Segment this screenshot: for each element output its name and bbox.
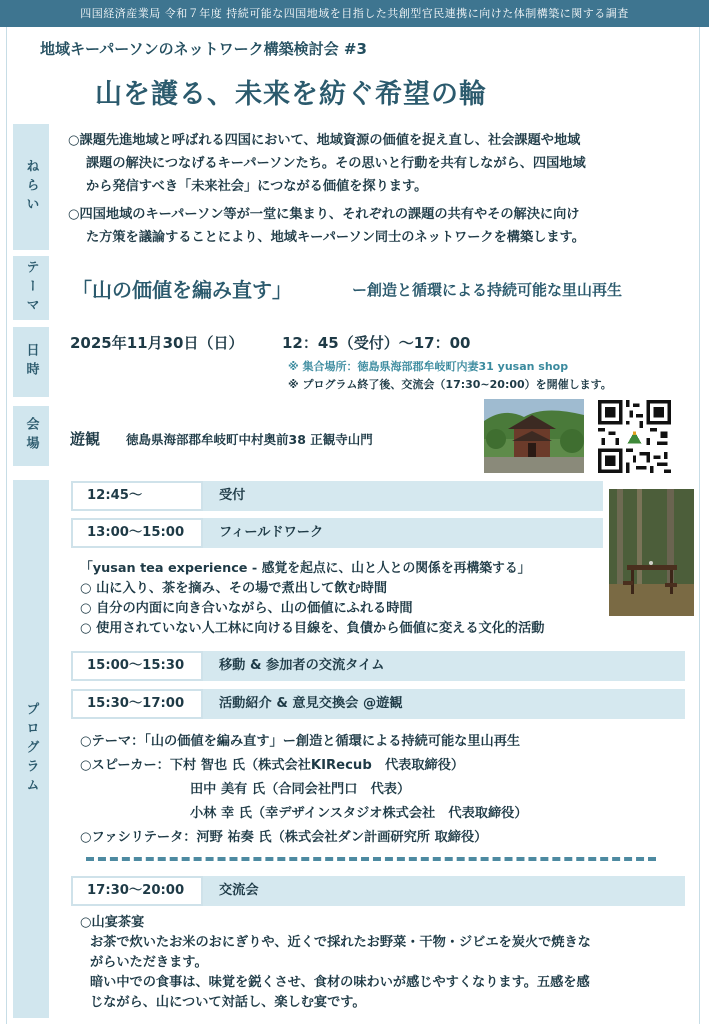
schedule-time: 12:45～ — [71, 481, 203, 511]
fieldwork-title: 「yusan tea experience - 感覚を起点に、山と人との関係を再構築する」 — [80, 561, 531, 576]
qr-code[interactable] — [598, 400, 671, 473]
schedule-label: フィールドワーク — [219, 525, 324, 540]
fieldwork-item: ○ 山に入り、茶を摘み、その場で煮出して飲む時間 — [80, 581, 388, 596]
talk-item: ○ファシリテータ：河野 祐奏 氏（株式会社ダン計画研究所 取締役） — [80, 830, 488, 845]
schedule-label: 受付 — [219, 488, 246, 503]
schedule-talk — [71, 689, 685, 719]
schedule-move — [71, 651, 685, 681]
schedule-fieldwork — [71, 518, 603, 548]
event-date: 2025年11月30日（日） — [70, 334, 244, 352]
forest-table-photo — [609, 489, 694, 616]
page-title: 山を護る、未来を紡ぐ希望の輪 — [95, 79, 487, 110]
aim-line: から発信すべき「未来社会」につながる価値を探ります。 — [86, 179, 428, 194]
label-program: プログラム — [13, 480, 49, 1018]
venue-address: 徳島県海部郡牟岐町中村奥前38 正観寺山門 — [126, 432, 373, 447]
party-title: ○山宴茶宴 — [80, 915, 145, 930]
label-date: 日時 — [13, 327, 49, 397]
event-subtitle: 地域キーパーソンのネットワーク構築検討会 #3 — [40, 40, 367, 58]
label-theme: テーマ — [13, 256, 49, 320]
fieldwork-item: ○ 自分の内面に向き合いながら、山の価値にふれる時間 — [80, 601, 413, 616]
schedule-time: 17:30～20:00 — [71, 876, 203, 906]
talk-item: ○テーマ：「山の価値を編み直す」ー創造と循環による持続可能な里山再生 — [80, 734, 521, 749]
label-aim: ねらい — [13, 124, 49, 250]
event-time: 12：45（受付）～17：00 — [282, 334, 471, 352]
aim-line: 課題の解決につなげるキーパーソンたち。その思いと行動を共有しながら、四国地域 — [86, 156, 586, 171]
theme-main: 「山の価値を編み直す」 — [72, 278, 292, 302]
after-party-note: ※ プログラム終了後、交流会（17:30~20:00）を開催します。 — [288, 378, 612, 391]
aim-line: た方策を議論することにより、地域キーパーソン同士のネットワークを構築します。 — [86, 230, 585, 245]
party-line: じながら、山について対話し、楽しむ宴です。 — [90, 995, 366, 1010]
schedule-label: 移動 & 参加者の交流タイム — [219, 658, 385, 673]
party-line: 暗い中での食事は、味覚を鋭くさせ、食材の味わいが感じやすくなります。五感を感 — [90, 975, 590, 990]
label-venue: 会場 — [13, 406, 49, 466]
schedule-time: 15:30～17:00 — [71, 689, 203, 719]
aim-line: ○四国地域のキーパーソン等が一堂に集まり、それぞれの課題の共有やその解決に向け — [68, 207, 580, 222]
schedule-party — [71, 876, 685, 906]
divider — [86, 857, 656, 861]
aim-line: ○課題先進地域と呼ばれる四国において、地域資源の価値を捉え直し、社会課題や地域 — [68, 133, 581, 148]
top-banner: 四国経済産業局 令和７年度 持続可能な四国地域を目指した共創型官民連携に向けた体制構築に関する調査 — [0, 0, 709, 27]
talk-item: ○スピーカー：下村 智也 氏（株式会社KIRecub 代表取締役） — [80, 758, 465, 773]
fieldwork-item: ○ 使用されていない人工林に向ける目線を、負債から価値に変える文化的活動 — [80, 621, 545, 636]
venue-name: 遊観 — [70, 430, 101, 448]
party-line: お茶で炊いたお米のおにぎりや、近くで採れたお野菜・干物・ジビエを炭火で焼きな — [90, 935, 591, 950]
schedule-label: 活動紹介 & 意見交換会 @遊観 — [219, 696, 403, 711]
talk-item: 小林 幸 氏（幸デザインスタジオ株式会社 代表取締役） — [190, 806, 528, 821]
theme-sub: ー創造と循環による持続可能な里山再生 — [352, 281, 623, 299]
schedule-label: 交流会 — [219, 883, 259, 898]
schedule-reception — [71, 481, 603, 511]
meeting-place-note: ※ 集合場所：徳島県海部郡牟岐町内妻31 yusan shop — [288, 360, 569, 373]
schedule-time: 15:00～15:30 — [71, 651, 203, 681]
schedule-time: 13:00～15:00 — [71, 518, 203, 548]
party-line: がらいただきます。 — [90, 955, 208, 970]
temple-photo — [484, 399, 584, 473]
talk-item: 田中 美有 氏（合同会社門口 代表） — [190, 782, 411, 797]
